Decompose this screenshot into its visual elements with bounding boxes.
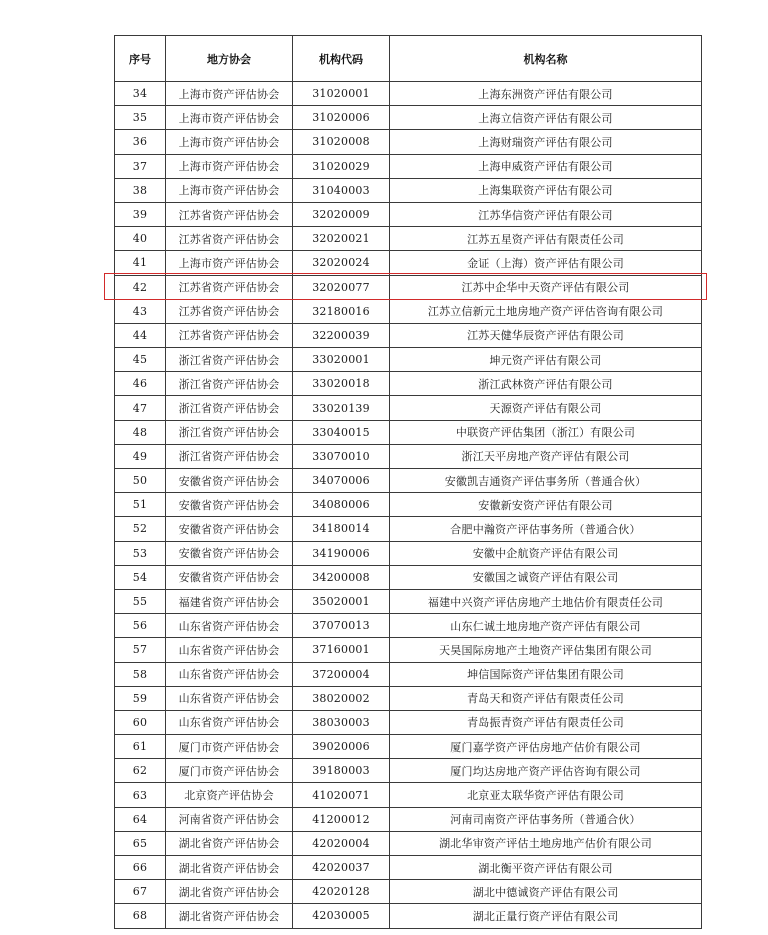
table-row: [115, 130, 702, 154]
cell-code: 32020077: [293, 275, 390, 299]
cell-association: 安徽省资产评估协会: [166, 517, 293, 541]
table-row: [115, 589, 702, 613]
cell-association: 山东省资产评估协会: [166, 614, 293, 638]
table-row: [115, 493, 702, 517]
cell-association: 江苏省资产评估协会: [166, 227, 293, 251]
cell-name: 坤信国际资产评估集团有限公司: [390, 662, 702, 686]
cell-code: 33040015: [293, 420, 390, 444]
cell-association: 浙江省资产评估协会: [166, 444, 293, 468]
cell-name: 上海财瑞资产评估有限公司: [390, 130, 702, 154]
cell-code: 31020006: [293, 106, 390, 130]
cell-name: 安徽中企航资产评估有限公司: [390, 541, 702, 565]
cell-code: 42020004: [293, 831, 390, 855]
table-row: [115, 275, 702, 299]
cell-association: 浙江省资产评估协会: [166, 348, 293, 372]
cell-name: 厦门均达房地产资产评估咨询有限公司: [390, 759, 702, 783]
table-row: [115, 444, 702, 468]
cell-name: 江苏立信新元土地房地产资产评估咨询有限公司: [390, 299, 702, 323]
cell-code: 31020029: [293, 154, 390, 178]
cell-seq: 49: [115, 444, 166, 468]
table-row: [115, 202, 702, 226]
cell-code: 31020008: [293, 130, 390, 154]
table-row: [115, 323, 702, 347]
cell-seq: 43: [115, 299, 166, 323]
cell-association: 安徽省资产评估协会: [166, 565, 293, 589]
table-body: [115, 82, 702, 929]
table-row: [115, 638, 702, 662]
table-row: [115, 662, 702, 686]
cell-name: 厦门嘉学资产评估房地产估价有限公司: [390, 735, 702, 759]
cell-name: 福建中兴资产评估房地产土地估价有限责任公司: [390, 589, 702, 613]
table-row: [115, 469, 702, 493]
cell-name: 江苏华信资产评估有限公司: [390, 202, 702, 226]
table-row: [115, 807, 702, 831]
cell-association: 上海市资产评估协会: [166, 154, 293, 178]
cell-seq: 64: [115, 807, 166, 831]
cell-code: 32200039: [293, 323, 390, 347]
cell-code: 42020037: [293, 856, 390, 880]
header-row: [115, 36, 702, 82]
cell-association: 河南省资产评估协会: [166, 807, 293, 831]
cell-code: 42030005: [293, 904, 390, 928]
table-row: [115, 154, 702, 178]
cell-association: 上海市资产评估协会: [166, 130, 293, 154]
table-row: [115, 299, 702, 323]
table-row: [115, 614, 702, 638]
cell-code: 33070010: [293, 444, 390, 468]
cell-seq: 68: [115, 904, 166, 928]
cell-code: 41200012: [293, 807, 390, 831]
table-row: [115, 783, 702, 807]
cell-seq: 57: [115, 638, 166, 662]
cell-association: 湖北省资产评估协会: [166, 904, 293, 928]
table-row: [115, 759, 702, 783]
cell-code: 38030003: [293, 710, 390, 734]
table-header: [115, 36, 702, 82]
table-row: [115, 831, 702, 855]
cell-seq: 44: [115, 323, 166, 347]
cell-seq: 38: [115, 178, 166, 202]
table-row: [115, 710, 702, 734]
table-row: [115, 565, 702, 589]
cell-association: 山东省资产评估协会: [166, 662, 293, 686]
cell-name: 上海东洲资产评估有限公司: [390, 82, 702, 106]
cell-seq: 61: [115, 735, 166, 759]
cell-name: 安徽国之诚资产评估有限公司: [390, 565, 702, 589]
cell-association: 安徽省资产评估协会: [166, 493, 293, 517]
table-row: [115, 517, 702, 541]
header-name: 机构名称: [390, 36, 702, 82]
cell-association: 上海市资产评估协会: [166, 82, 293, 106]
cell-code: 34080006: [293, 493, 390, 517]
cell-code: 39020006: [293, 735, 390, 759]
table-row: [115, 82, 702, 106]
cell-code: 34070006: [293, 469, 390, 493]
cell-code: 32180016: [293, 299, 390, 323]
cell-name: 中联资产评估集团（浙江）有限公司: [390, 420, 702, 444]
cell-seq: 35: [115, 106, 166, 130]
cell-association: 安徽省资产评估协会: [166, 469, 293, 493]
cell-code: 42020128: [293, 880, 390, 904]
cell-name: 天源资产评估有限公司: [390, 396, 702, 420]
cell-seq: 60: [115, 710, 166, 734]
cell-name: 湖北衡平资产评估有限公司: [390, 856, 702, 880]
table-row: [115, 856, 702, 880]
cell-code: 34190006: [293, 541, 390, 565]
cell-seq: 40: [115, 227, 166, 251]
cell-association: 厦门市资产评估协会: [166, 759, 293, 783]
cell-code: 37070013: [293, 614, 390, 638]
cell-code: 31040003: [293, 178, 390, 202]
cell-association: 福建省资产评估协会: [166, 589, 293, 613]
cell-association: 江苏省资产评估协会: [166, 275, 293, 299]
cell-code: 33020018: [293, 372, 390, 396]
table-row: [115, 880, 702, 904]
cell-seq: 54: [115, 565, 166, 589]
cell-name: 坤元资产评估有限公司: [390, 348, 702, 372]
cell-name: 山东仁诚土地房地产资产评估有限公司: [390, 614, 702, 638]
cell-association: 浙江省资产评估协会: [166, 396, 293, 420]
cell-seq: 50: [115, 469, 166, 493]
cell-seq: 53: [115, 541, 166, 565]
cell-name: 浙江天平房地产资产评估有限公司: [390, 444, 702, 468]
cell-seq: 36: [115, 130, 166, 154]
cell-code: 39180003: [293, 759, 390, 783]
header-seq: 序号: [115, 36, 166, 82]
cell-association: 江苏省资产评估协会: [166, 202, 293, 226]
table-row: [115, 686, 702, 710]
cell-name: 金证（上海）资产评估有限公司: [390, 251, 702, 275]
cell-name: 北京亚太联华资产评估有限公司: [390, 783, 702, 807]
cell-code: 32020024: [293, 251, 390, 275]
cell-name: 江苏中企华中天资产评估有限公司: [390, 275, 702, 299]
cell-association: 上海市资产评估协会: [166, 106, 293, 130]
cell-code: 41020071: [293, 783, 390, 807]
cell-code: 32020009: [293, 202, 390, 226]
table-row: [115, 348, 702, 372]
cell-association: 山东省资产评估协会: [166, 638, 293, 662]
table-row: [115, 735, 702, 759]
cell-name: 上海集联资产评估有限公司: [390, 178, 702, 202]
cell-seq: 59: [115, 686, 166, 710]
cell-seq: 45: [115, 348, 166, 372]
institution-table: [114, 35, 702, 929]
cell-name: 合肥中瀚资产评估事务所（普通合伙）: [390, 517, 702, 541]
cell-name: 江苏天健华辰资产评估有限公司: [390, 323, 702, 347]
cell-association: 厦门市资产评估协会: [166, 735, 293, 759]
cell-seq: 67: [115, 880, 166, 904]
table-row: [115, 541, 702, 565]
cell-code: 38020002: [293, 686, 390, 710]
table-row: [115, 227, 702, 251]
cell-association: 浙江省资产评估协会: [166, 420, 293, 444]
cell-seq: 56: [115, 614, 166, 638]
cell-name: 浙江武林资产评估有限公司: [390, 372, 702, 396]
cell-association: 湖北省资产评估协会: [166, 831, 293, 855]
cell-seq: 46: [115, 372, 166, 396]
cell-seq: 55: [115, 589, 166, 613]
cell-code: 34200008: [293, 565, 390, 589]
cell-seq: 47: [115, 396, 166, 420]
cell-name: 安徽新安资产评估有限公司: [390, 493, 702, 517]
cell-name: 湖北中德诚资产评估有限公司: [390, 880, 702, 904]
cell-seq: 62: [115, 759, 166, 783]
cell-association: 湖北省资产评估协会: [166, 856, 293, 880]
table-row: [115, 396, 702, 420]
cell-seq: 52: [115, 517, 166, 541]
cell-seq: 41: [115, 251, 166, 275]
cell-association: 湖北省资产评估协会: [166, 880, 293, 904]
cell-code: 32020021: [293, 227, 390, 251]
cell-code: 37200004: [293, 662, 390, 686]
cell-name: 上海立信资产评估有限公司: [390, 106, 702, 130]
cell-name: 湖北华审资产评估土地房地产估价有限公司: [390, 831, 702, 855]
cell-code: 37160001: [293, 638, 390, 662]
cell-name: 天昊国际房地产土地资产评估集团有限公司: [390, 638, 702, 662]
cell-name: 河南司南资产评估事务所（普通合伙）: [390, 807, 702, 831]
cell-code: 35020001: [293, 589, 390, 613]
cell-association: 安徽省资产评估协会: [166, 541, 293, 565]
header-code: 机构代码: [293, 36, 390, 82]
cell-association: 浙江省资产评估协会: [166, 372, 293, 396]
table-row: [115, 420, 702, 444]
cell-association: 江苏省资产评估协会: [166, 299, 293, 323]
cell-code: 34180014: [293, 517, 390, 541]
cell-association: 山东省资产评估协会: [166, 686, 293, 710]
cell-code: 33020139: [293, 396, 390, 420]
table-row: [115, 372, 702, 396]
cell-association: 山东省资产评估协会: [166, 710, 293, 734]
cell-association: 江苏省资产评估协会: [166, 323, 293, 347]
cell-seq: 65: [115, 831, 166, 855]
table-row: [115, 106, 702, 130]
header-association: 地方协会: [166, 36, 293, 82]
cell-seq: 39: [115, 202, 166, 226]
cell-association: 北京资产评估协会: [166, 783, 293, 807]
table-row: [115, 178, 702, 202]
table-row: [115, 251, 702, 275]
cell-name: 安徽凯吉通资产评估事务所（普通合伙）: [390, 469, 702, 493]
cell-association: 上海市资产评估协会: [166, 251, 293, 275]
cell-seq: 58: [115, 662, 166, 686]
cell-seq: 34: [115, 82, 166, 106]
cell-name: 青岛振青资产评估有限责任公司: [390, 710, 702, 734]
cell-seq: 48: [115, 420, 166, 444]
cell-seq: 66: [115, 856, 166, 880]
cell-association: 上海市资产评估协会: [166, 178, 293, 202]
cell-seq: 42: [115, 275, 166, 299]
cell-seq: 51: [115, 493, 166, 517]
cell-name: 青岛天和资产评估有限责任公司: [390, 686, 702, 710]
cell-name: 江苏五星资产评估有限责任公司: [390, 227, 702, 251]
cell-seq: 63: [115, 783, 166, 807]
cell-code: 33020001: [293, 348, 390, 372]
cell-name: 上海申威资产评估有限公司: [390, 154, 702, 178]
table-row: [115, 904, 702, 928]
cell-seq: 37: [115, 154, 166, 178]
cell-name: 湖北正量行资产评估有限公司: [390, 904, 702, 928]
cell-code: 31020001: [293, 82, 390, 106]
